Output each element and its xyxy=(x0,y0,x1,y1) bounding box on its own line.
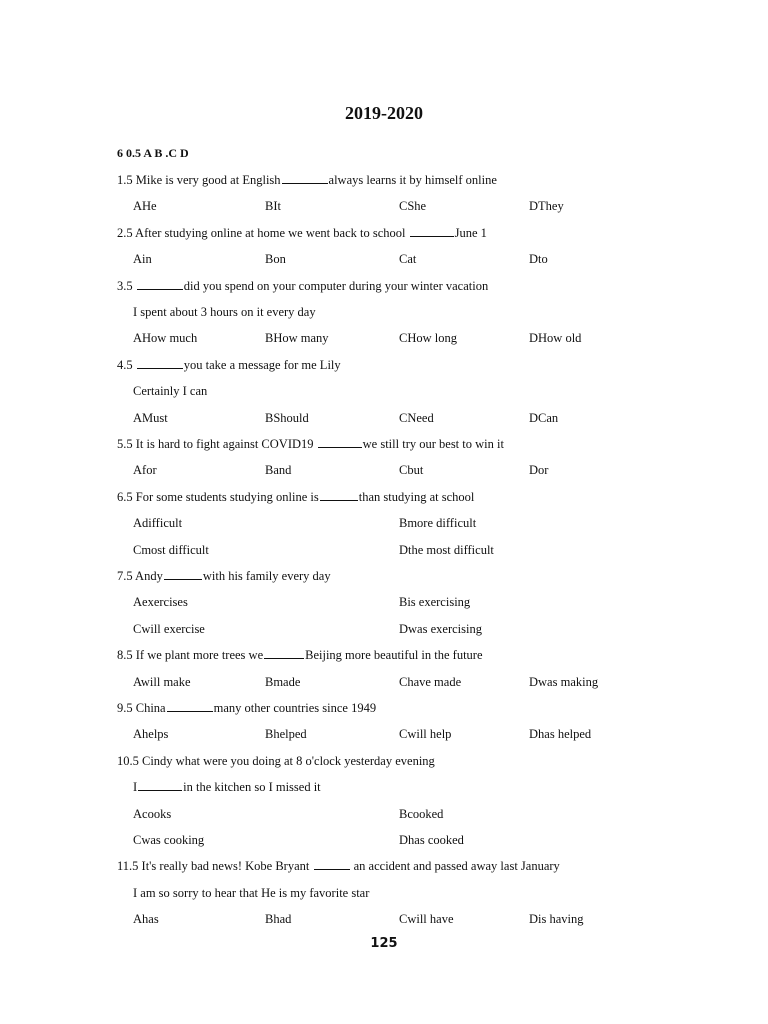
answer-option[interactable]: AHow much xyxy=(133,331,198,346)
answer-option[interactable]: Dthe most difficult xyxy=(399,542,494,557)
stem-text-after-blank: did you spend on your computer during your winter vacation xyxy=(183,278,489,293)
stem-text: 8.5 If we plant more trees we xyxy=(117,648,264,663)
answer-blank xyxy=(320,489,358,501)
question-stem xyxy=(117,225,487,241)
stem-text: 9.5 China xyxy=(117,701,166,715)
answer-option[interactable]: Ahas xyxy=(133,912,159,927)
stem-text: 4.5 xyxy=(117,357,136,372)
answer-blank xyxy=(264,647,304,659)
question-stem-continuation xyxy=(133,304,316,320)
answer-option[interactable]: AHe xyxy=(133,199,157,214)
footer-total-pages: 25 xyxy=(379,936,398,951)
answer-option[interactable]: Ain xyxy=(133,252,152,267)
stem-text-after-blank: an accident and passed away last January xyxy=(350,859,560,874)
stem-text: 10.5 Cindy what were you doing at 8 o'clock yesterday evening xyxy=(117,753,435,768)
answer-blank xyxy=(137,357,183,369)
section-instructions: 6 0.5 A B .C D xyxy=(117,146,189,160)
question-stem xyxy=(117,489,474,505)
answer-option[interactable]: Dhas cooked xyxy=(399,833,464,847)
question-stem-continuation xyxy=(133,779,321,795)
question-stem xyxy=(117,647,483,663)
answer-option[interactable]: Cwill help xyxy=(399,727,452,742)
question-stem-continuation xyxy=(133,383,207,399)
answer-blank xyxy=(167,700,213,712)
answer-option[interactable]: Dhas helped xyxy=(529,727,592,742)
answer-option[interactable]: CNeed xyxy=(399,410,434,425)
question-stem-continuation xyxy=(133,885,369,901)
answer-option[interactable]: BShould xyxy=(265,410,309,425)
answer-option[interactable]: Afor xyxy=(133,463,157,478)
answer-option[interactable]: Bis exercising xyxy=(399,595,471,610)
stem-text-after-blank: we still try our best to win it xyxy=(362,437,504,451)
answer-option[interactable]: Ahelps xyxy=(133,727,169,742)
answer-option[interactable]: AMust xyxy=(133,410,168,425)
stem-text: 6.5 For some students studying online is xyxy=(117,489,319,504)
stem-text: I am so sorry to hear that He is my favorite star xyxy=(133,885,370,900)
answer-option[interactable]: Cwill have xyxy=(399,912,454,927)
answer-option[interactable]: Cbut xyxy=(399,463,424,478)
stem-text-after-blank: Beijing more beautiful in the future xyxy=(305,648,483,663)
stem-text: 5.5 It is hard to fight against COVID19 xyxy=(117,437,317,451)
answer-blank xyxy=(164,568,202,580)
stem-text-after-blank: many other countries since 1949 xyxy=(213,701,377,715)
answer-option[interactable]: Bhad xyxy=(265,912,292,927)
stem-text: 2.5 After studying online at home we went back to school xyxy=(117,225,409,240)
stem-text-after-blank: than studying at school xyxy=(358,489,475,504)
answer-option[interactable]: DHow old xyxy=(529,331,582,346)
answer-option[interactable]: BHow many xyxy=(265,331,329,346)
answer-option[interactable]: Bhelped xyxy=(265,727,307,742)
stem-text: Certainly I can xyxy=(133,384,208,399)
answer-option[interactable]: Cmost difficult xyxy=(133,542,209,557)
question-stem xyxy=(117,700,376,716)
answer-option[interactable]: Awill make xyxy=(133,674,191,689)
question-stem xyxy=(117,436,504,452)
answer-option[interactable]: Cwill exercise xyxy=(133,621,205,636)
answer-blank xyxy=(314,858,350,870)
answer-option[interactable]: BIt xyxy=(265,199,281,214)
answer-option[interactable]: Acooks xyxy=(133,806,172,821)
answer-option[interactable]: CShe xyxy=(399,199,427,214)
answer-option[interactable]: Adifficult xyxy=(133,516,183,531)
answer-option[interactable]: Dis having xyxy=(529,912,584,927)
stem-text-after-blank: with his family every day xyxy=(202,569,331,583)
document-title: 2019-2020 xyxy=(345,103,423,123)
stem-text: I xyxy=(133,780,138,795)
question-stem xyxy=(117,858,560,874)
answer-option[interactable]: Dwas making xyxy=(529,674,599,689)
stem-text-after-blank: you take a message for me Lily xyxy=(183,357,341,372)
answer-option[interactable]: Bon xyxy=(265,252,286,267)
answer-option[interactable]: Chave made xyxy=(399,674,462,689)
stem-text-after-blank: June 1 xyxy=(454,225,487,240)
answer-blank xyxy=(137,278,183,290)
question-stem xyxy=(117,568,331,584)
answer-option[interactable]: Bmade xyxy=(265,674,301,689)
question-stem xyxy=(117,278,488,294)
question-stem xyxy=(117,357,341,373)
stem-text-after-blank: in the kitchen so I missed it xyxy=(183,780,321,795)
answer-option[interactable]: Bmore difficult xyxy=(399,516,477,531)
answer-option[interactable]: Cat xyxy=(399,252,417,267)
question-stem xyxy=(117,753,435,769)
answer-blank xyxy=(282,172,328,184)
answer-option[interactable]: Dto xyxy=(529,252,548,267)
answer-option[interactable]: Cwas cooking xyxy=(133,833,205,847)
answer-option[interactable]: Dwas exercising xyxy=(399,621,482,636)
stem-text: 3.5 xyxy=(117,278,136,293)
answer-option[interactable]: DThey xyxy=(529,199,564,214)
stem-text: 11.5 It's really bad news! Kobe Bryant xyxy=(117,859,313,874)
answer-option[interactable]: Band xyxy=(265,463,292,478)
stem-text: I spent about 3 hours on it every day xyxy=(133,305,316,319)
answer-blank xyxy=(138,779,182,791)
answer-option[interactable]: Bcooked xyxy=(399,806,444,821)
answer-blank xyxy=(410,225,454,237)
question-stem xyxy=(117,172,497,188)
answer-option[interactable]: DCan xyxy=(529,410,559,425)
answer-option[interactable]: Dor xyxy=(529,463,549,478)
answer-blank xyxy=(318,436,362,448)
stem-text-after-blank: always learns it by himself online xyxy=(328,173,497,187)
answer-option[interactable]: Aexercises xyxy=(133,595,188,610)
page-footer xyxy=(0,936,768,951)
answer-option[interactable]: CHow long xyxy=(399,331,457,346)
stem-text: 1.5 Mike is very good at English xyxy=(117,173,281,187)
footer-page-number: 1 xyxy=(370,936,380,951)
stem-text: 7.5 Andy xyxy=(117,569,163,583)
